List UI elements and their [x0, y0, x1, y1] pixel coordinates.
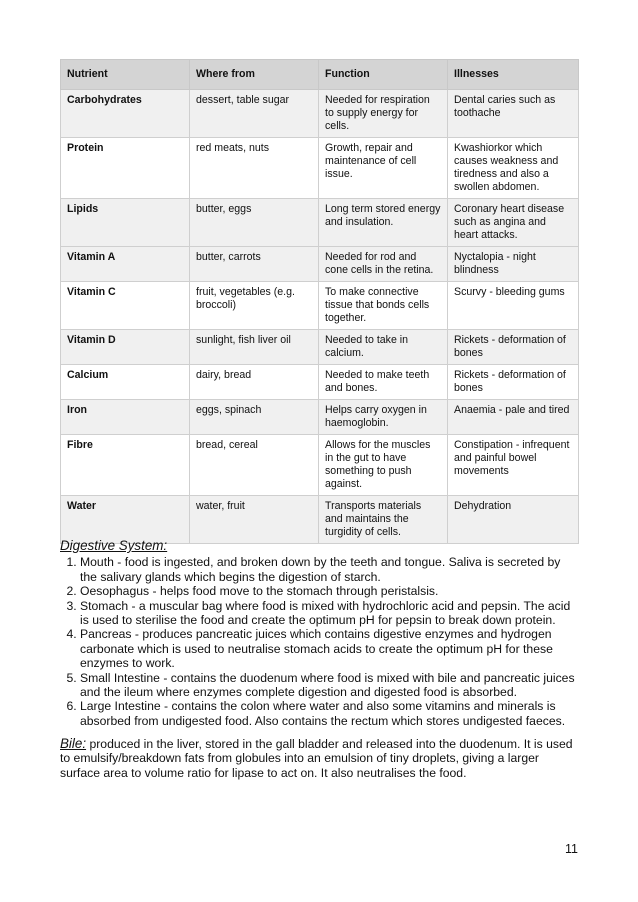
digestive-steps-list: [60, 555, 580, 728]
cell-function: Helps carry oxygen in haemoglobin.: [319, 400, 448, 435]
table-row: [61, 138, 579, 199]
table-row: [61, 330, 579, 365]
cell-function: To make connective tissue that bonds cells together.: [319, 282, 448, 330]
cell-illnesses: Anaemia - pale and tired: [448, 400, 579, 435]
header-illnesses: Illnesses: [448, 60, 579, 90]
digestive-system-section: [60, 539, 580, 728]
cell-illnesses: Constipation - infrequent and painful bowel movements: [448, 435, 579, 496]
table-row: [61, 435, 579, 496]
cell-function: Needed to take in calcium.: [319, 330, 448, 365]
digestive-system-heading: Digestive System:: [60, 538, 168, 553]
cell-illnesses: Dental caries such as toothache: [448, 90, 579, 138]
cell-illnesses: Scurvy - bleeding gums: [448, 282, 579, 330]
cell-function: Needed to make teeth and bones.: [319, 365, 448, 400]
list-item: 2. Oesophagus - helps food move to the stomach through peristalsis.: [80, 584, 580, 598]
table-row: [61, 90, 579, 138]
cell-where-from: dessert, table sugar: [190, 90, 319, 138]
cell-nutrient: Iron: [61, 400, 190, 435]
cell-illnesses: Rickets - deformation of bones: [448, 365, 579, 400]
cell-nutrient: Vitamin D: [61, 330, 190, 365]
nutrient-table: [60, 59, 579, 544]
header-where-from: Where from: [190, 60, 319, 90]
cell-where-from: sunlight, fish liver oil: [190, 330, 319, 365]
table-row: [61, 496, 579, 544]
list-item: 6. Large Intestine - contains the colon where water and also some vitamins and minerals is absorbed from undigested food. Also contains the rectum which stores undigested faeces.: [80, 699, 580, 728]
cell-nutrient: Carbohydrates: [61, 90, 190, 138]
list-item: 1. Mouth - food is ingested, and broken down by the teeth and tongue. Saliva is secreted by the salivary glands which begins the digestion of starch.: [80, 555, 580, 584]
page-number: 11: [565, 842, 578, 856]
list-item: 4. Pancreas - produces pancreatic juices which contains digestive enzymes and hydrogen carbonate which is used to neutralise stomach acids to create the optimum pH for these enzymes to work.: [80, 627, 580, 670]
list-item: 5. Small Intestine - contains the duodenum where food is mixed with bile and pancreatic juices and the ileum where enzymes complete digestion and digested food is absorbed.: [80, 671, 580, 700]
cell-nutrient: Vitamin A: [61, 247, 190, 282]
table-header-row: [61, 60, 579, 90]
cell-where-from: butter, carrots: [190, 247, 319, 282]
cell-nutrient: Protein: [61, 138, 190, 199]
table-row: [61, 400, 579, 435]
cell-where-from: eggs, spinach: [190, 400, 319, 435]
bile-text: produced in the liver, stored in the gall bladder and released into the duodenum. It is used to emulsify/breakdown fats from globules into an emulsion of tiny droplets, giving a larger surface area to volume ratio for lipase to act on. It also neutralises the food.: [60, 737, 573, 780]
table-row: [61, 365, 579, 400]
cell-illnesses: Rickets - deformation of bones: [448, 330, 579, 365]
cell-illnesses: Nyctalopia - night blindness: [448, 247, 579, 282]
cell-where-from: fruit, vegetables (e.g. broccoli): [190, 282, 319, 330]
cell-function: Long term stored energy and insulation.: [319, 199, 448, 247]
cell-nutrient: Vitamin C: [61, 282, 190, 330]
table-body: [61, 90, 579, 544]
header-function: Function: [319, 60, 448, 90]
cell-nutrient: Lipids: [61, 199, 190, 247]
cell-illnesses: Dehydration: [448, 496, 579, 544]
cell-function: Allows for the muscles in the gut to have something to push against.: [319, 435, 448, 496]
cell-where-from: dairy, bread: [190, 365, 319, 400]
cell-illnesses: Kwashiorkor which causes weakness and tiredness and also a swollen abdomen.: [448, 138, 579, 199]
cell-where-from: red meats, nuts: [190, 138, 319, 199]
table-row: [61, 282, 579, 330]
cell-nutrient: Water: [61, 496, 190, 544]
cell-function: Growth, repair and maintenance of cell issue.: [319, 138, 448, 199]
cell-function: Needed for rod and cone cells in the retina.: [319, 247, 448, 282]
cell-where-from: butter, eggs: [190, 199, 319, 247]
list-item: 3. Stomach - a muscular bag where food is mixed with hydrochloric acid and pepsin. The acid is used to sterilise the food and create the optimum pH for pepsin to break down protein.: [80, 599, 580, 628]
cell-nutrient: Fibre: [61, 435, 190, 496]
cell-nutrient: Calcium: [61, 365, 190, 400]
cell-function: Transports materials and maintains the turgidity of cells.: [319, 496, 448, 544]
cell-where-from: bread, cereal: [190, 435, 319, 496]
cell-illnesses: Coronary heart disease such as angina and heart attacks.: [448, 199, 579, 247]
cell-where-from: water, fruit: [190, 496, 319, 544]
cell-function: Needed for respiration to supply energy for cells.: [319, 90, 448, 138]
table-row: [61, 199, 579, 247]
header-nutrient: Nutrient: [61, 60, 190, 90]
bile-paragraph: [60, 737, 580, 780]
bile-label: Bile:: [60, 736, 87, 751]
table-row: [61, 247, 579, 282]
